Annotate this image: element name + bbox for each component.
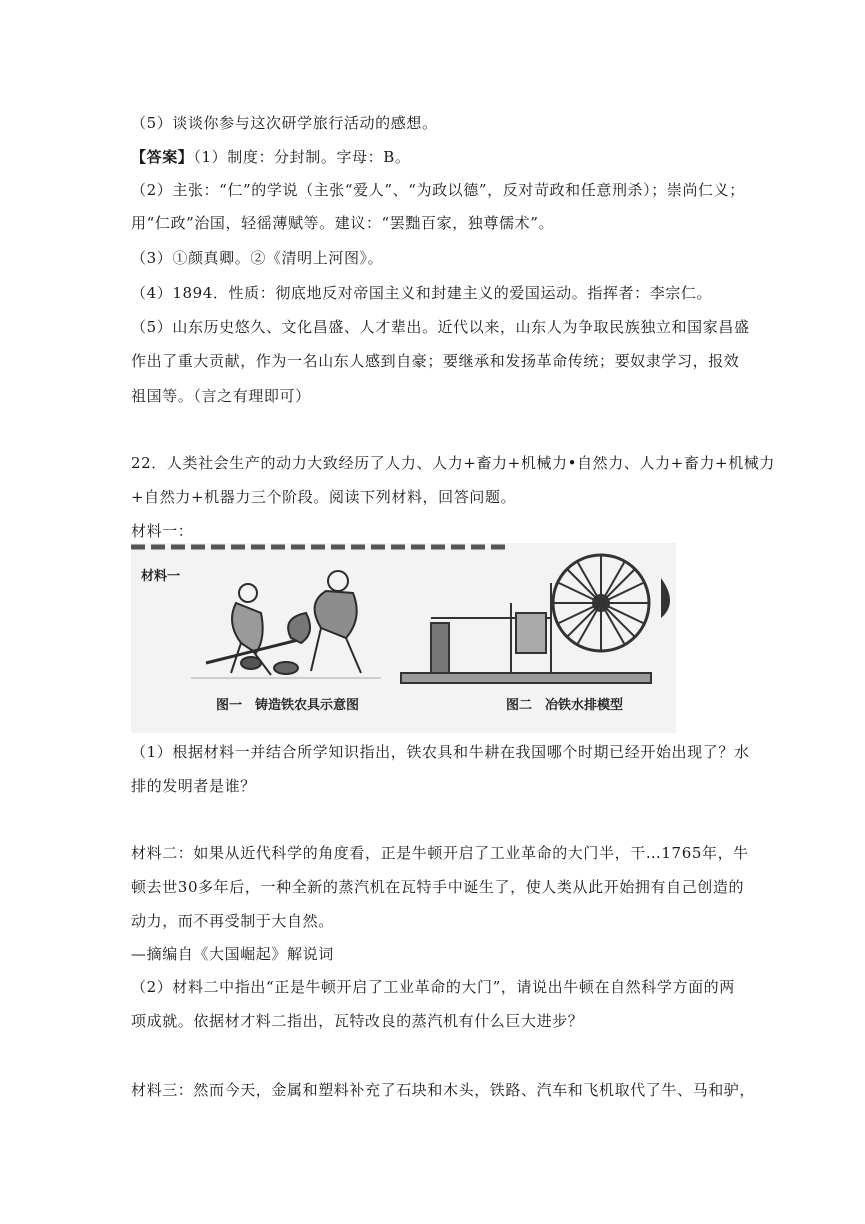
question-22-1-line-1: （1）根据材料一并结合所学知识指出，铁农具和牛耕在我国哪个时期已经开始出现了？水 (131, 743, 750, 761)
material-2-source: —摘编自《大国崛起》解说词 (131, 945, 334, 963)
answer-label: 【答案】 (131, 148, 194, 166)
answer-3: （3）①颜真卿。②《清明上河图》。 (131, 249, 384, 267)
question-22-line-1: 22．人类社会生产的动力大致经历了人力、人力+畜力+机械力•自然力、人力+畜力+机械力 (131, 454, 776, 472)
material-3-line-1: 材料三：然而今天，金属和塑料补充了石块和木头，铁路、汽车和飞机取代了牛、马和驴， (131, 1081, 756, 1099)
answer-5-line-1: （5）山东历史悠久、文化昌盛、人才辈出。近代以来，山东人为争取民族独立和国家昌盛 (131, 318, 750, 336)
material-2-line-3: 动力，而不再受制于大自然。 (131, 912, 334, 930)
answer-2-line-1: （2）主张：“仁”的学说（主张“爱人”、“为政以德”，反对苛政和任意刑杀）；崇尚仁义； (131, 181, 745, 199)
answer-5-line-2: 作出了重大贡献，作为一名山东人感到自豪；要继承和发扬革命传统；要奴隶学习，报效 (131, 352, 740, 370)
material-2-line-2: 顿去世30多年后，一种全新的蒸汽机在瓦特手中诞生了，使人类从此开始拥有自己创造的 (131, 878, 745, 896)
question-22-1-line-2: 排的发明者是谁？ (131, 777, 256, 795)
answer-4: （4）1894．性质：彻底地反对帝国主义和封建主义的爱国运动。指挥者：李宗仁。 (131, 284, 713, 302)
material-1-figure (131, 543, 676, 733)
figure-1-caption: 图一 铸造铁农具示意图 (216, 698, 360, 713)
question-22-2-line-1: （2）材料二中指出“正是牛顿开启了工业革命的大门”，请说出牛顿在自然科学方面的两 (131, 978, 735, 996)
question-5: （5）谈谈你参与这次研学旅行活动的感想。 (131, 114, 438, 132)
question-22-2-line-2: 项成就。依据材才料二指出，瓦特改良的蒸汽机有什么巨大进步？ (131, 1012, 584, 1030)
answer-line-1 (131, 147, 410, 167)
question-22-line-2: +自然力+机器力三个阶段。阅读下列材料，回答问题。 (131, 488, 517, 506)
material-1-label: 材料一： (131, 522, 194, 540)
answer-1: （1）制度：分封制。字母：B。 (193, 148, 411, 166)
figure-label: 材料一 (141, 569, 181, 584)
figure-2-caption: 图二 冶铁水排模型 (506, 698, 624, 713)
answer-2-line-2: 用“仁政”治国，轻徭薄赋等。建议：“罢黜百家，独尊儒术”。 (131, 214, 555, 232)
material-2-line-1: 材料二：如果从近代科学的角度看，正是牛顿开启了工业革命的大门半，干…1765年，牛 (131, 844, 749, 862)
answer-5-line-3: 祖国等。（言之有理即可） (131, 387, 311, 405)
